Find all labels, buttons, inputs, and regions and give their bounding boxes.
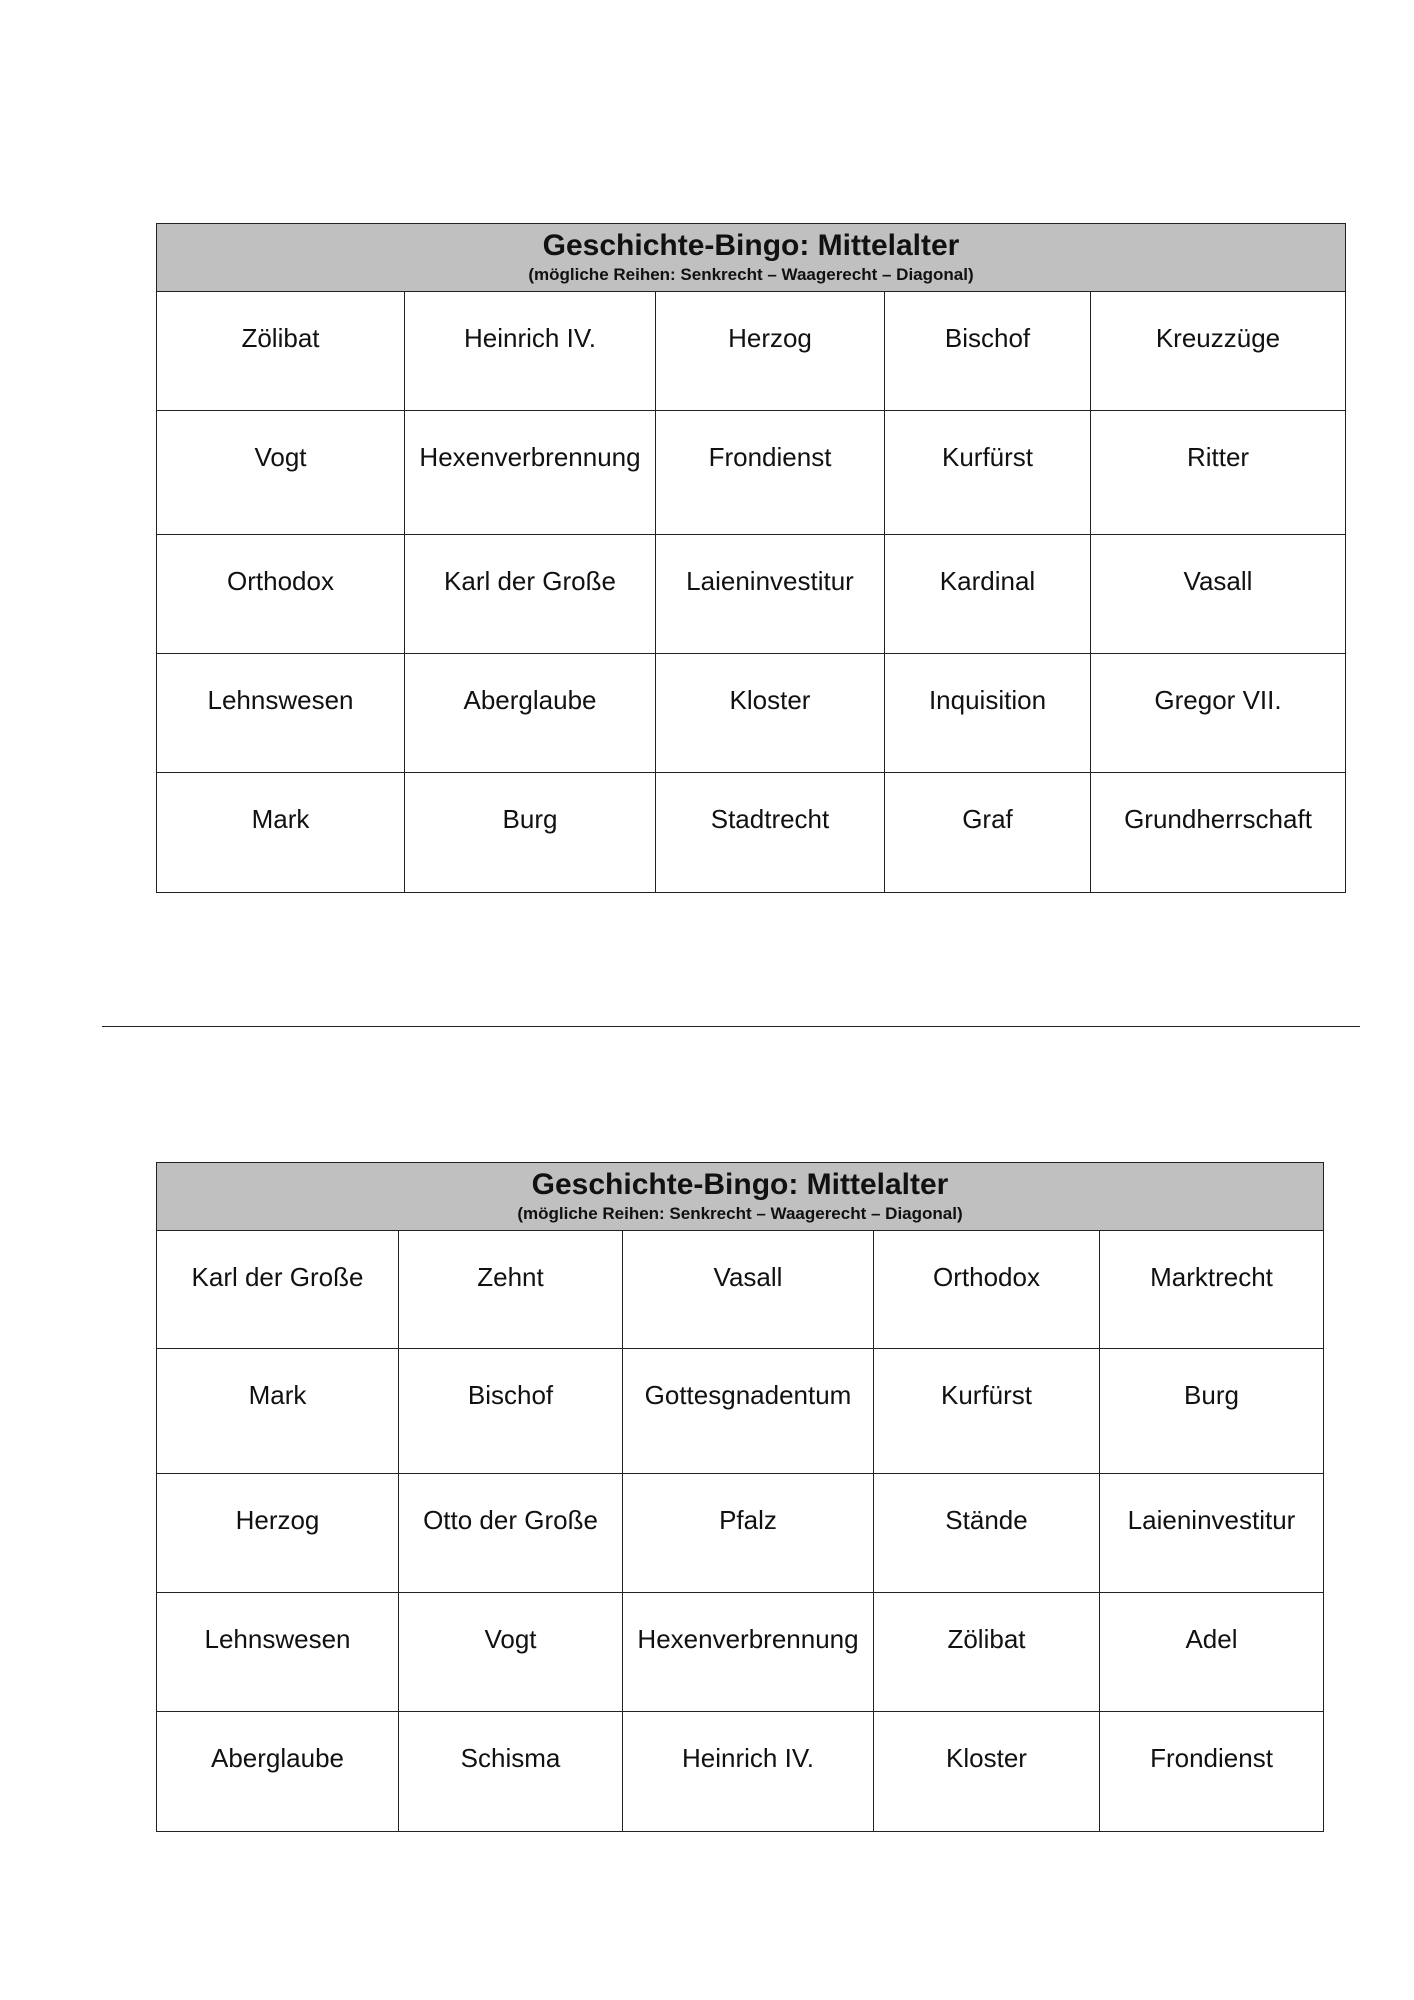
bingo-cell: Stadtrecht	[656, 773, 885, 892]
card-title: Geschichte-Bingo: Mittelalter	[542, 229, 960, 262]
bingo-cell: Orthodox	[874, 1231, 1100, 1349]
bingo-cell: Kurfürst	[885, 411, 1091, 535]
bingo-cell: Heinrich IV.	[623, 1712, 874, 1831]
bingo-cell: Zölibat	[157, 292, 405, 411]
bingo-cell: Ritter	[1091, 411, 1345, 535]
bingo-cell: Graf	[885, 773, 1091, 892]
bingo-cell: Marktrecht	[1100, 1231, 1323, 1349]
bingo-cell: Kreuzzüge	[1091, 292, 1345, 411]
bingo-cell: Pfalz	[623, 1474, 874, 1593]
bingo-cell: Vasall	[1091, 535, 1345, 654]
bingo-cell: Vogt	[399, 1593, 623, 1712]
bingo-card-1	[156, 223, 1346, 893]
card-title: Geschichte-Bingo: Mittelalter	[531, 1168, 949, 1201]
bingo-cell: Mark	[157, 773, 405, 892]
bingo-cell: Inquisition	[885, 654, 1091, 773]
bingo-cell: Grundherrschaft	[1124, 804, 1312, 834]
bingo-cell: Lehnswesen	[157, 1593, 399, 1712]
bingo-cell: Hexenverbrennung	[405, 411, 656, 535]
bingo-cell: Zölibat	[874, 1593, 1100, 1712]
card-subtitle: (mögliche Reihen: Senkrecht – Waagerecht – Diagonal)	[528, 265, 974, 284]
bingo-cell: Karl der Große	[157, 1231, 399, 1349]
bingo-cell: Kloster	[874, 1712, 1100, 1831]
bingo-cell: Kurfürst	[874, 1349, 1100, 1474]
bingo-cell: Kardinal	[885, 535, 1091, 654]
bingo-cell: Bischof	[399, 1349, 623, 1474]
bingo-cell: Aberglaube	[157, 1712, 399, 1831]
bingo-card-2	[156, 1162, 1324, 1832]
bingo-cell: Adel	[1100, 1593, 1323, 1712]
bingo-cell: Laieninvestitur	[656, 535, 885, 654]
card-header	[157, 1163, 1323, 1231]
bingo-cell: Vasall	[623, 1231, 874, 1349]
bingo-cell: Burg	[1100, 1349, 1323, 1474]
bingo-cell: Karl der Große	[405, 535, 656, 654]
bingo-cell: Herzog	[656, 292, 885, 411]
bingo-cell: Aberglaube	[405, 654, 656, 773]
bingo-cell: Herzog	[157, 1474, 399, 1593]
bingo-cell: Laieninvestitur	[1100, 1474, 1323, 1593]
bingo-cell: Otto der Große	[399, 1474, 623, 1593]
bingo-cell: Kloster	[656, 654, 885, 773]
bingo-cell: Gottesgnadentum	[623, 1349, 874, 1474]
bingo-cell: Frondienst	[656, 411, 885, 535]
bingo-cell: Zehnt	[399, 1231, 623, 1349]
bingo-cell: Frondienst	[1150, 1743, 1273, 1773]
bingo-grid	[157, 1231, 1323, 1831]
card-header	[157, 224, 1345, 292]
bingo-grid	[157, 292, 1345, 892]
bingo-cell: Schisma	[399, 1712, 623, 1831]
bingo-cell: Heinrich IV.	[405, 292, 656, 411]
bingo-cell: Stände	[874, 1474, 1100, 1593]
bingo-cell: Vogt	[157, 411, 405, 535]
cut-line-divider	[102, 1026, 1360, 1027]
bingo-cell: Orthodox	[157, 535, 405, 654]
bingo-cell: Hexenverbrennung	[623, 1593, 874, 1712]
bingo-cell: Bischof	[885, 292, 1091, 411]
card-subtitle: (mögliche Reihen: Senkrecht – Waagerecht – Diagonal)	[517, 1204, 963, 1223]
bingo-cell: Lehnswesen	[157, 654, 405, 773]
bingo-cell: Burg	[405, 773, 656, 892]
bingo-cell: Gregor VII.	[1091, 654, 1345, 773]
bingo-cell: Mark	[157, 1349, 399, 1474]
